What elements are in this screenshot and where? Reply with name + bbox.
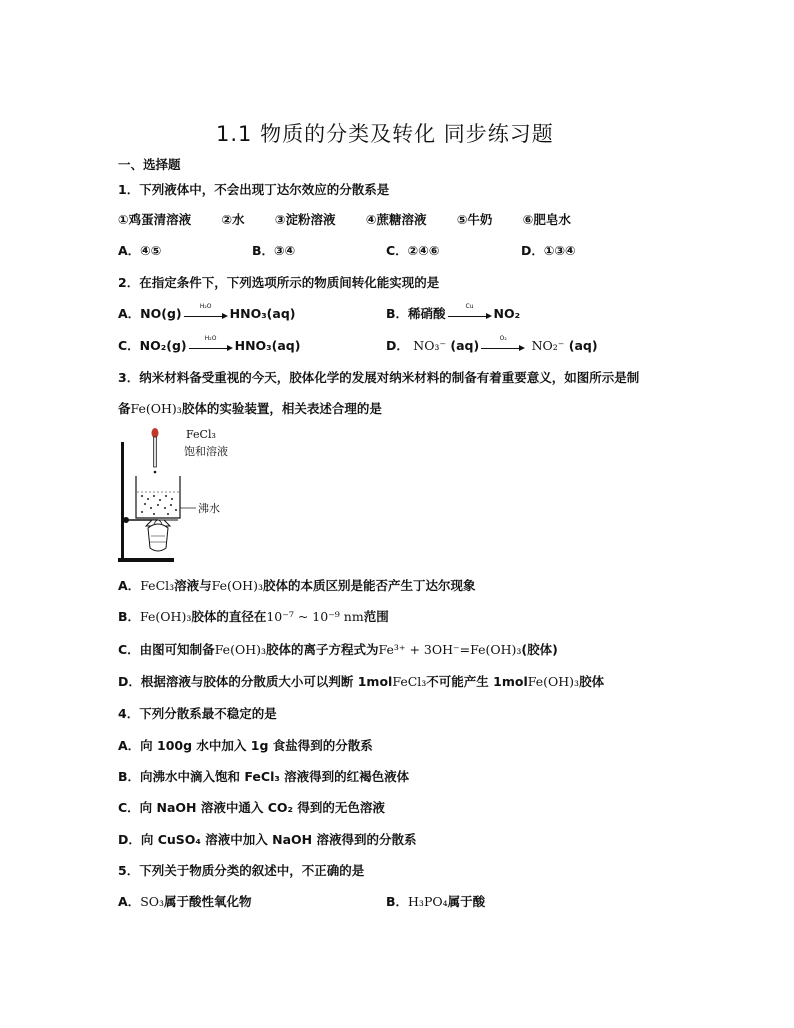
arrow-condition: H₂O bbox=[199, 302, 212, 310]
q3-a-text: 胶体的本质区别是能否产生丁达尔现象 bbox=[262, 578, 476, 593]
q1-item: ⑥肥皂水 bbox=[522, 212, 571, 227]
q3-option-b bbox=[118, 607, 389, 625]
q1-item: ④蔗糖溶液 bbox=[365, 212, 427, 227]
drop bbox=[154, 471, 157, 474]
q3-b-range: 10⁻⁷ ~ 10⁻⁹ nm bbox=[266, 609, 364, 624]
q1-option-c: C．②④⑥ bbox=[386, 243, 440, 258]
q3-a-text: 溶液与 bbox=[174, 578, 212, 593]
fecl3-label: FeCl₃ bbox=[186, 428, 216, 441]
q3-stem-text: 备 bbox=[118, 401, 131, 416]
q2-d-product: NO₂⁻ bbox=[531, 338, 565, 353]
q3-c-text: (胶体) bbox=[521, 642, 558, 657]
dropper-tube bbox=[154, 437, 157, 467]
question-3-stem-line1: 3．纳米材料备受重视的今天，胶体化学的发展对纳米材料的制备有着重要意义，如图所示是制 bbox=[118, 370, 640, 385]
q3-c-formula: Fe(OH)₃ bbox=[214, 642, 266, 657]
q1-option-d: D．①③④ bbox=[521, 243, 576, 258]
q2-option-d bbox=[386, 336, 598, 354]
q4-option-b: B．向沸水中滴入饱和 FeCl₃ 溶液得到的红褐色液体 bbox=[118, 769, 410, 784]
q5-b-prefix: B． bbox=[386, 894, 409, 909]
q5-a-prefix: A． bbox=[118, 894, 141, 909]
q5-b-formula: H₃PO₄ bbox=[408, 894, 448, 909]
q5-a-text: 属于酸性氧化物 bbox=[164, 894, 252, 909]
stand-base bbox=[118, 558, 174, 562]
dropper-bulb bbox=[152, 428, 159, 438]
q5-b-text: 属于酸 bbox=[447, 894, 486, 909]
q3-option-c bbox=[118, 640, 558, 658]
q2-b-reactant: B．稀硝酸 bbox=[386, 306, 446, 321]
q1-option-b: B．③④ bbox=[252, 243, 296, 258]
page-title: 1.1 物质的分类及转化 同步练习题 bbox=[216, 122, 554, 146]
q3-option-d bbox=[118, 672, 604, 690]
q3-a-formula: FeCl₃ bbox=[140, 578, 175, 593]
q1-option-a: A．④⑤ bbox=[118, 243, 162, 258]
q3-stem-formula: Fe(OH)₃ bbox=[130, 401, 182, 416]
q2-a-reactant: A．NO(g) bbox=[118, 306, 182, 321]
q2-c-product: HNO₃(aq) bbox=[234, 338, 301, 353]
q3-c-prefix: C．由图可知制备 bbox=[118, 642, 215, 657]
q3-d-formula: Fe(OH)₃ bbox=[527, 674, 580, 689]
colloid-apparatus-diagram bbox=[118, 424, 248, 566]
q5-a-formula: SO₃ bbox=[140, 894, 165, 909]
q2-option-c bbox=[118, 336, 300, 354]
q3-b-text: 胶体的直径在 bbox=[191, 609, 267, 624]
q3-c-text: 胶体的离子方程式为 bbox=[266, 642, 379, 657]
q3-d-text: 不可能产生 1mol bbox=[426, 674, 528, 689]
q3-b-formula: Fe(OH)₃ bbox=[140, 609, 192, 624]
q2-a-product: HNO₃(aq) bbox=[229, 306, 296, 321]
arrow-condition: Cu bbox=[465, 302, 474, 310]
q2-c-reactant: C．NO₂(g) bbox=[118, 338, 187, 353]
stand-rod bbox=[121, 442, 124, 560]
reaction-arrow-icon bbox=[448, 302, 492, 320]
q5-option-a bbox=[118, 892, 252, 910]
q2-option-b bbox=[386, 304, 520, 322]
alcohol-burner bbox=[148, 524, 168, 551]
q3-a-formula: Fe(OH)₃ bbox=[211, 578, 263, 593]
q5-option-b bbox=[386, 892, 485, 910]
q1-item: ①鸡蛋清溶液 bbox=[118, 212, 192, 227]
q3-stem-text: 胶体的实验装置，相关表述合理的是 bbox=[181, 401, 382, 416]
boiling-water-label: 沸水 bbox=[198, 502, 220, 515]
q3-b-prefix: B． bbox=[118, 609, 141, 624]
q1-item: ③淀粉溶液 bbox=[274, 212, 336, 227]
q3-d-formula: FeCl₃ bbox=[392, 674, 427, 689]
q2-d-aq: (aq) bbox=[568, 338, 598, 353]
q3-option-a bbox=[118, 576, 476, 594]
apparatus-figure bbox=[118, 424, 248, 566]
question-1-stem: 1．下列液体中，不会出现丁达尔效应的分散系是 bbox=[118, 182, 390, 197]
q4-option-a: A．向 100g 水中加入 1g 食盐得到的分散系 bbox=[118, 738, 373, 753]
q3-d-prefix: D．根据溶液与胶体的分散质大小可以判断 1mol bbox=[118, 674, 393, 689]
question-2-stem: 2．在指定条件下，下列选项所示的物质间转化能实现的是 bbox=[118, 275, 440, 290]
question-3-stem-line2 bbox=[118, 399, 382, 417]
reaction-arrow-icon bbox=[481, 334, 525, 352]
q4-option-c: C．向 NaOH 溶液中通入 CO₂ 得到的无色溶液 bbox=[118, 800, 385, 815]
q3-c-equation: Fe³⁺ + 3OH⁻=Fe(OH)₃ bbox=[378, 642, 522, 657]
q1-item: ②水 bbox=[221, 212, 245, 227]
q3-a-prefix: A． bbox=[118, 578, 141, 593]
q3-b-text: 范围 bbox=[363, 609, 389, 624]
section-heading: 一、选择题 bbox=[118, 157, 181, 172]
arrow-condition: O₂ bbox=[499, 334, 507, 342]
reaction-arrow-icon bbox=[184, 302, 228, 320]
q2-d-prefix: D． bbox=[386, 338, 409, 353]
arrow-condition: H₂O bbox=[204, 334, 217, 342]
saturated-solution-label: 饱和溶液 bbox=[184, 445, 228, 458]
q3-d-text: 胶体 bbox=[579, 674, 605, 689]
question-5-stem: 5．下列关于物质分类的叙述中，不正确的是 bbox=[118, 863, 365, 878]
q2-b-product: NO₂ bbox=[493, 306, 521, 321]
q1-item: ⑤牛奶 bbox=[456, 212, 493, 227]
q2-d-aq: (aq) bbox=[450, 338, 480, 353]
question-4-stem: 4．下列分散系最不稳定的是 bbox=[118, 706, 277, 721]
q4-option-d: D．向 CuSO₄ 溶液中加入 NaOH 溶液得到的分散系 bbox=[118, 832, 417, 847]
question-1-items bbox=[118, 210, 571, 228]
q2-option-a bbox=[118, 304, 295, 322]
q2-d-reactant: NO₃⁻ bbox=[413, 338, 447, 353]
reaction-arrow-icon bbox=[189, 334, 233, 352]
boiling-bubbles bbox=[141, 495, 177, 515]
